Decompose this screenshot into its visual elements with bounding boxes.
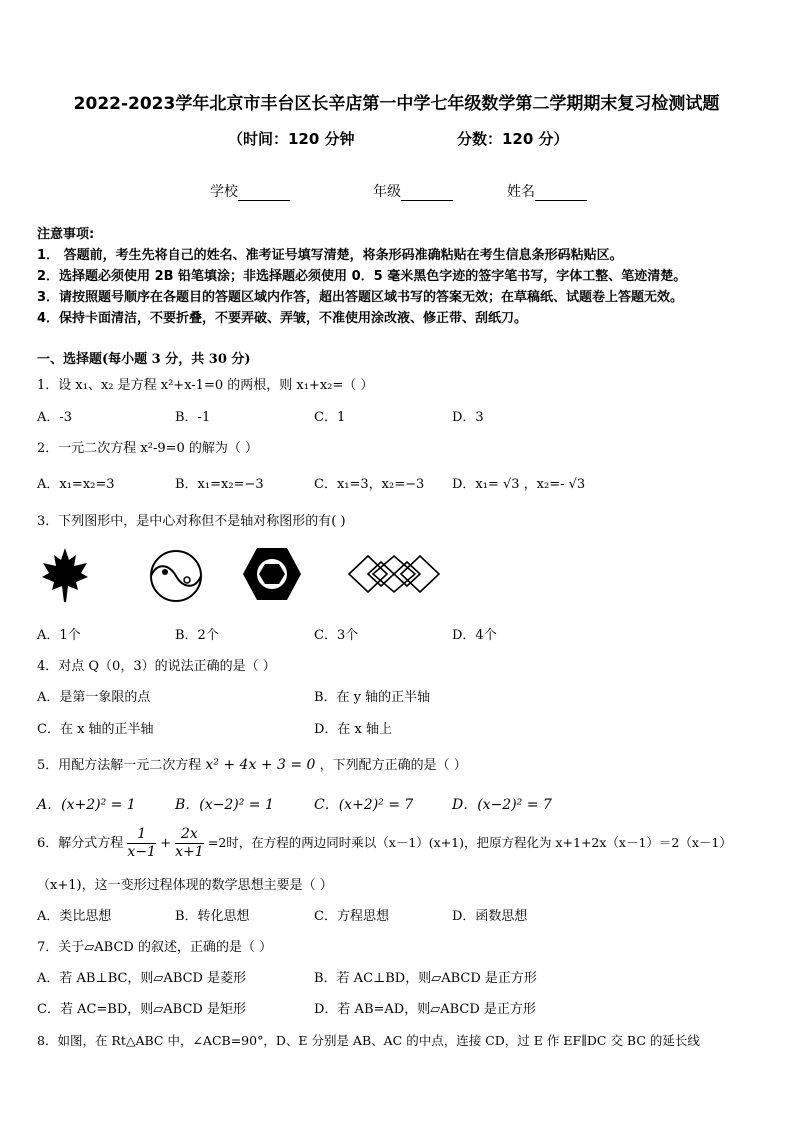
section-title: 一、选择题(每小题 3 分，共 30 分) — [37, 352, 251, 367]
taiji-figure — [143, 548, 209, 604]
q5-option-d: D．(x−2)² = 7 — [452, 797, 552, 813]
q6-fraction-1 — [127, 826, 156, 861]
fraction-numerator: 2x — [175, 826, 204, 844]
note-item: 2．选择题必须使用 2B 铅笔填涂；非选择题必须使用 0．5 毫米黑色字迹的签字笔书写，字体工整、笔迹清楚。 — [37, 269, 687, 284]
q7-option-d: D．若 AB=AD，则▱ABCD 是正方形 — [314, 1002, 536, 1017]
q2-option-c: C．x₁=3，x₂=−3 — [314, 477, 425, 492]
q7-option-a: A．若 AB⊥BC，则▱ABCD 是菱形 — [37, 971, 247, 986]
q1-option-c: C．1 — [314, 410, 346, 425]
fraction-denominator: x+1 — [175, 844, 204, 860]
grade-label: 年级 — [373, 184, 401, 200]
question-3: 3．下列图形中，是中心对称但不是轴对称图形的有( ) — [37, 514, 346, 529]
question-5 — [37, 754, 467, 773]
question-2: 2．一元二次方程 x²-9=0 的解为（ ） — [37, 441, 259, 456]
q6-stem-start: 6．解分式方程 — [37, 836, 124, 851]
name-blank — [535, 186, 587, 201]
q7-option-c: C．若 AC=BD，则▱ABCD 是矩形 — [37, 1002, 246, 1017]
q5-stem-start: 5．用配方法解一元二次方程 — [37, 758, 202, 773]
notes-heading: 注意事项: — [37, 227, 95, 242]
note-item: 1． 答题前，考生先将自己的姓名、准考证号填写清楚，将条形码准确粘贴在考生信息条形码粘贴区。 — [37, 248, 623, 263]
q1-option-d: D．3 — [452, 410, 484, 425]
school-field — [210, 181, 290, 201]
q2-option-d: D．x₁= √3 ，x₂=- √3 — [452, 477, 586, 492]
q4-option-a: A．是第一象限的点 — [37, 690, 151, 705]
interlaced-diamonds-figure — [346, 553, 442, 595]
question-8: 8．如图，在 Rt△ABC 中，∠ACB=90°，D、E 分别是 AB、AC 的中点，连接 CD，过 E 作 EF∥DC 交 BC 的延长线 — [37, 1033, 700, 1048]
question-4: 4．对点 Q（0，3）的说法正确的是（ ） — [37, 659, 276, 674]
page-title: 2022-2023学年北京市丰台区长辛店第一中学七年级数学第二学期期末复习检测试题 — [73, 94, 720, 114]
q6-option-d: D．函数思想 — [452, 909, 528, 924]
q2-option-b: B．x₁=x₂=−3 — [175, 477, 264, 492]
school-blank — [238, 186, 290, 201]
name-label: 姓名 — [507, 184, 535, 200]
fraction-denominator: x−1 — [127, 844, 156, 860]
school-label: 学校 — [210, 184, 238, 200]
q3-option-d: D．4个 — [452, 628, 497, 643]
plus-sign: + — [160, 836, 172, 851]
q6-option-a: A．类比思想 — [37, 909, 112, 924]
q7-option-b: B．若 AC⊥BD，则▱ABCD 是正方形 — [314, 971, 537, 986]
q6-stem-continued: （x+1)，这一变形过程体现的数学思想主要是（ ） — [37, 878, 333, 893]
q6-stem-middle: =2时，在方程的两边同时乘以（x－1）(x+1)，把原方程化为 x+1+2x（x－1）＝2（x－1） — [207, 835, 732, 850]
fraction-numerator: 1 — [127, 826, 156, 844]
question-1: 1．设 x₁、x₂ 是方程 x²+x-1=0 的两根，则 x₁+x₂=（ ） — [37, 378, 374, 393]
question-7: 7．关于▱ABCD 的叙述，正确的是（ ） — [37, 940, 273, 955]
grade-blank — [401, 186, 453, 201]
note-item: 3．请按照题号顺序在各题目的答题区域内作答，超出答题区域书写的答案无效；在草稿纸、试题卷上答题无效。 — [37, 290, 684, 305]
q5-stem-end: ，下列配方正确的是（ ） — [319, 758, 467, 773]
name-field — [507, 181, 587, 201]
q5-option-b: B．(x−2)² = 1 — [175, 797, 274, 813]
q5-option-a: A．(x+2)² = 1 — [37, 797, 136, 813]
maple-leaf-figure — [40, 546, 90, 604]
q3-option-c: C．3个 — [314, 628, 359, 643]
q3-option-a: A．1个 — [37, 628, 81, 643]
exam-score: 分数：120 分） — [457, 130, 569, 148]
q5-equation: x² + 4x + 3 = 0 — [205, 757, 316, 773]
grade-field — [373, 181, 453, 201]
q1-option-a: A．-3 — [37, 410, 73, 425]
q4-option-c: C．在 x 轴的正半轴 — [37, 722, 154, 737]
q5-option-c: C．(x+2)² = 7 — [314, 797, 414, 813]
q6-option-b: B．转化思想 — [175, 909, 250, 924]
q4-option-d: D．在 x 轴上 — [314, 722, 393, 737]
question-6 — [37, 826, 732, 861]
hexagon-nut-figure — [242, 546, 302, 602]
q6-fraction-2 — [175, 826, 204, 861]
q4-option-b: B．在 y 轴的正半轴 — [314, 690, 431, 705]
note-item: 4．保持卡面清洁，不要折叠，不要弄破、弄皱，不准使用涂改液、修正带、刮纸刀。 — [37, 311, 528, 326]
q6-option-c: C．方程思想 — [314, 909, 389, 924]
exam-time: （时间：120 分钟 — [228, 130, 355, 148]
q1-option-b: B．-1 — [175, 410, 211, 425]
q2-option-a: A．x₁=x₂=3 — [37, 477, 115, 492]
q3-option-b: B．2个 — [175, 628, 219, 643]
